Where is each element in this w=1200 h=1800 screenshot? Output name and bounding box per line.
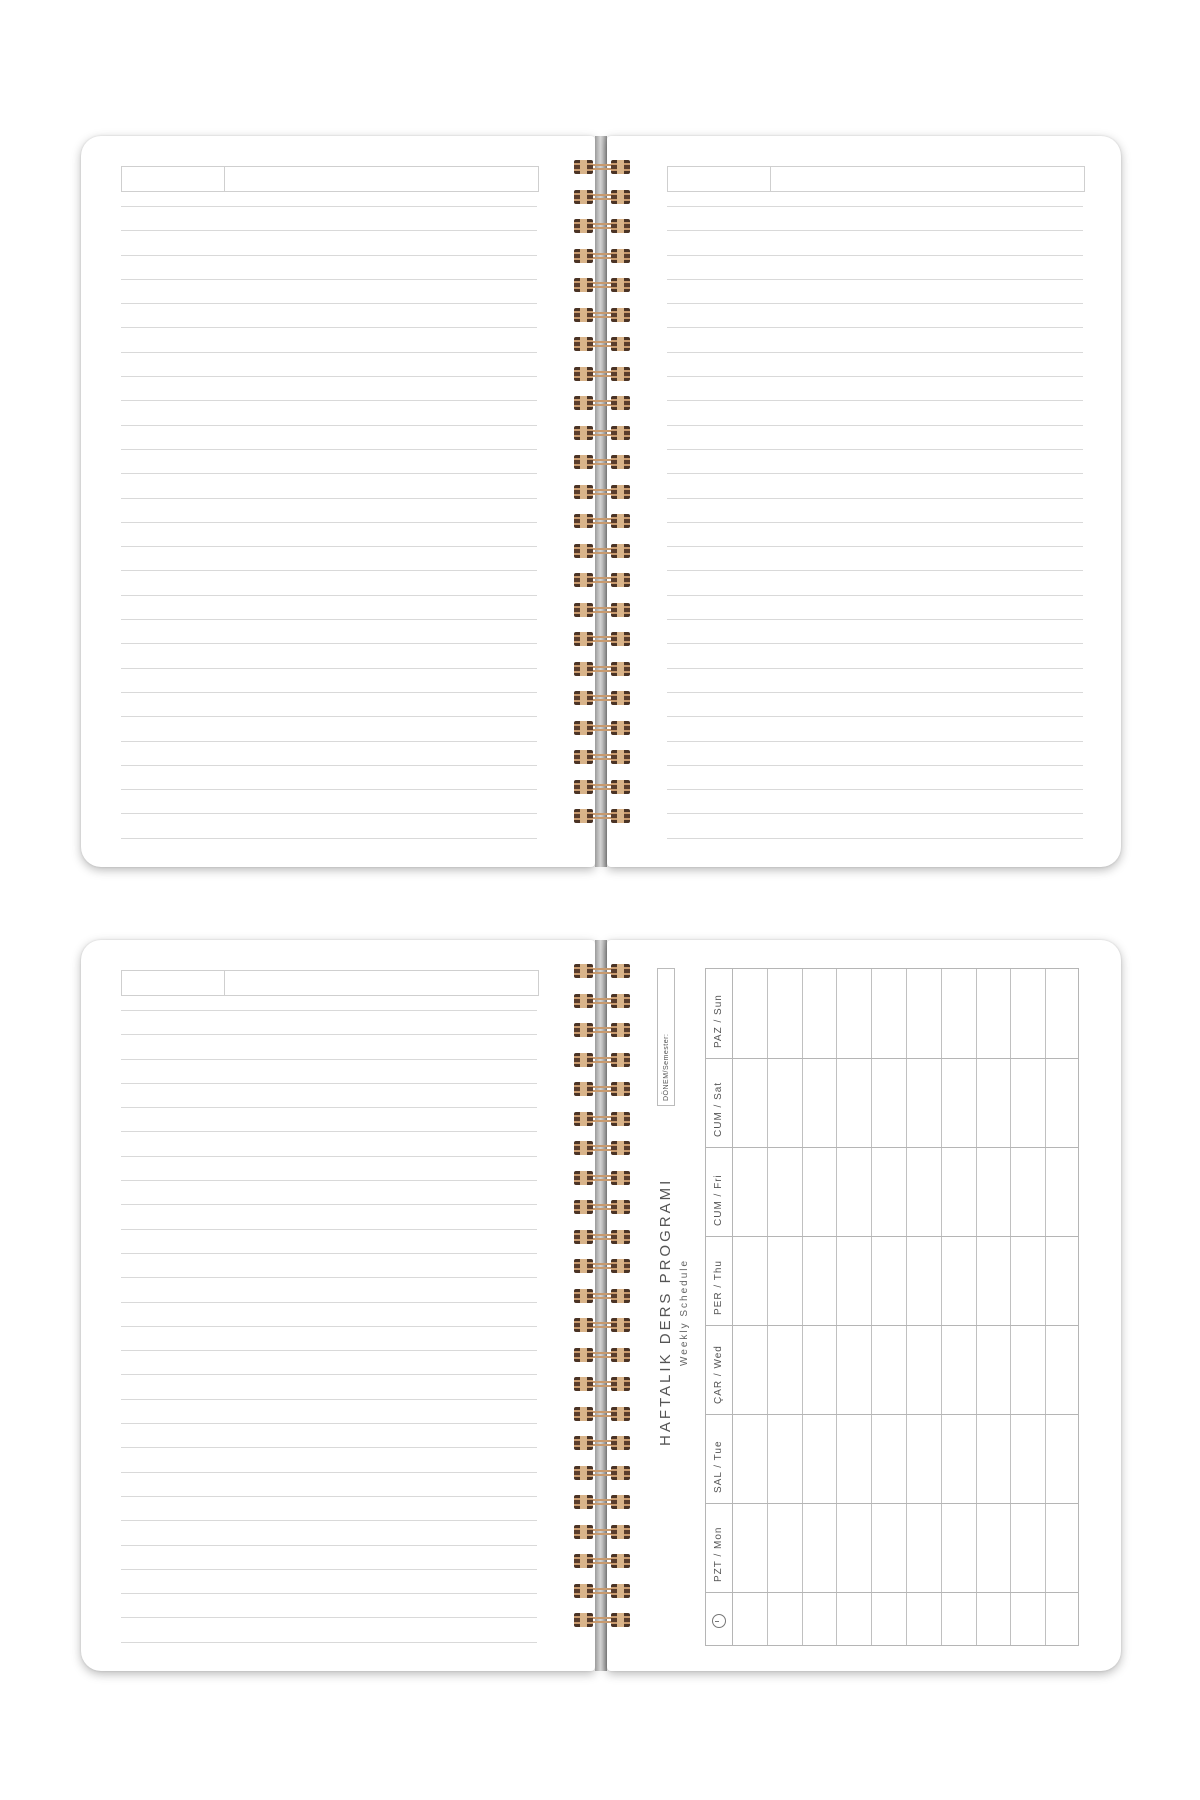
ruled-line bbox=[667, 838, 1083, 839]
spiral-coil bbox=[574, 1584, 630, 1598]
schedule-rotated bbox=[657, 966, 1082, 1646]
ruled-line bbox=[667, 449, 1083, 450]
ruled-line bbox=[121, 619, 537, 620]
ruled-line bbox=[121, 1131, 537, 1132]
ruled-line bbox=[121, 303, 537, 304]
ruled-line bbox=[121, 1010, 537, 1011]
schedule-row-line bbox=[1045, 969, 1046, 1645]
spiral-coil bbox=[574, 750, 630, 764]
ruled-line bbox=[121, 1593, 537, 1594]
ruled-line bbox=[121, 376, 537, 377]
schedule-column-line bbox=[706, 1147, 1078, 1148]
schedule-row-line bbox=[976, 969, 977, 1645]
spiral-coil bbox=[574, 1466, 630, 1480]
ruled-line bbox=[667, 619, 1083, 620]
ruled-line bbox=[121, 1350, 537, 1351]
spiral-coil bbox=[574, 603, 630, 617]
notebook-spread-top bbox=[81, 136, 1121, 867]
schedule-area bbox=[657, 966, 1082, 1646]
ruled-line bbox=[667, 206, 1083, 207]
spiral-coil bbox=[574, 1259, 630, 1273]
ruled-line bbox=[667, 327, 1083, 328]
schedule-column-line bbox=[706, 1325, 1078, 1326]
ruled-line bbox=[667, 668, 1083, 669]
spiral-coil bbox=[574, 544, 630, 558]
ruled-line bbox=[121, 400, 537, 401]
ruled-line bbox=[121, 813, 537, 814]
schedule-row-line bbox=[1010, 969, 1011, 1645]
clock-icon bbox=[712, 1614, 726, 1628]
schedule-row-line bbox=[802, 969, 803, 1645]
ruled-line bbox=[121, 1399, 537, 1400]
spiral-coil bbox=[574, 1377, 630, 1391]
schedule-title: HAFTALIK DERS PROGRAMI bbox=[657, 1177, 674, 1446]
ruled-line bbox=[121, 1253, 537, 1254]
lined-page-left bbox=[81, 136, 595, 867]
ruled-line bbox=[121, 668, 537, 669]
ruled-line bbox=[121, 449, 537, 450]
spiral-coil bbox=[574, 1112, 630, 1126]
spiral-coil bbox=[574, 426, 630, 440]
ruled-line bbox=[121, 1034, 537, 1035]
spiral-coil bbox=[574, 514, 630, 528]
schedule-column-line bbox=[706, 1236, 1078, 1237]
spiral-coil bbox=[574, 809, 630, 823]
spiral-coil bbox=[574, 1082, 630, 1096]
ruled-line bbox=[121, 279, 537, 280]
spiral-coil bbox=[574, 367, 630, 381]
ruled-line bbox=[121, 1059, 537, 1060]
ruled-line bbox=[121, 206, 537, 207]
ruled-lines bbox=[121, 206, 537, 862]
page-header-box bbox=[667, 166, 1085, 192]
spiral-coil bbox=[574, 1436, 630, 1450]
schedule-row-line bbox=[836, 969, 837, 1645]
spiral-coil bbox=[574, 1613, 630, 1627]
ruled-line bbox=[667, 595, 1083, 596]
ruled-line bbox=[121, 1569, 537, 1570]
ruled-lines bbox=[667, 206, 1083, 862]
spiral-coil bbox=[574, 1053, 630, 1067]
ruled-line bbox=[121, 1302, 537, 1303]
ruled-line bbox=[121, 692, 537, 693]
ruled-lines bbox=[121, 1010, 537, 1666]
spiral-coil bbox=[574, 337, 630, 351]
schedule-row-line bbox=[906, 969, 907, 1645]
spiral-coil bbox=[574, 485, 630, 499]
ruled-line bbox=[121, 327, 537, 328]
spiral-coil bbox=[574, 994, 630, 1008]
spiral-coil bbox=[574, 1348, 630, 1362]
ruled-line bbox=[121, 255, 537, 256]
ruled-line bbox=[121, 643, 537, 644]
spiral-coil bbox=[574, 190, 630, 204]
ruled-line bbox=[121, 1083, 537, 1084]
ruled-line bbox=[667, 570, 1083, 571]
ruled-line bbox=[121, 765, 537, 766]
spiral-coil bbox=[574, 721, 630, 735]
ruled-line bbox=[667, 716, 1083, 717]
ruled-line bbox=[667, 303, 1083, 304]
ruled-line bbox=[667, 765, 1083, 766]
ruled-line bbox=[121, 473, 537, 474]
spiral-coil bbox=[574, 1554, 630, 1568]
time-header-cell bbox=[706, 1593, 732, 1645]
schedule-column-line bbox=[706, 1592, 1078, 1593]
page-header-box bbox=[121, 970, 539, 996]
spiral-coil bbox=[574, 1023, 630, 1037]
ruled-line bbox=[121, 1520, 537, 1521]
spiral-coil bbox=[574, 219, 630, 233]
ruled-line bbox=[121, 741, 537, 742]
schedule-column-line bbox=[706, 1503, 1078, 1504]
ruled-line bbox=[667, 789, 1083, 790]
ruled-line bbox=[667, 813, 1083, 814]
ruled-line bbox=[121, 1326, 537, 1327]
spiral-coil bbox=[574, 1289, 630, 1303]
ruled-line bbox=[121, 230, 537, 231]
ruled-line bbox=[667, 376, 1083, 377]
schedule-grid bbox=[705, 968, 1079, 1646]
ruled-line bbox=[667, 352, 1083, 353]
spiral-coil bbox=[574, 662, 630, 676]
lined-page-right bbox=[607, 136, 1121, 867]
schedule-subtitle: Weekly Schedule bbox=[679, 1258, 690, 1366]
schedule-column-line bbox=[706, 1058, 1078, 1059]
lined-page-left bbox=[81, 940, 595, 1671]
day-header-sat: CUM / Sat bbox=[706, 1059, 732, 1148]
ruled-line bbox=[121, 546, 537, 547]
ruled-line bbox=[667, 279, 1083, 280]
ruled-line bbox=[667, 546, 1083, 547]
schedule-row-line bbox=[941, 969, 942, 1645]
spiral-coil bbox=[574, 964, 630, 978]
spiral-coil bbox=[574, 632, 630, 646]
ruled-line bbox=[667, 230, 1083, 231]
schedule-row-line bbox=[871, 969, 872, 1645]
weekly-schedule-page bbox=[607, 940, 1121, 1671]
ruled-line bbox=[121, 595, 537, 596]
ruled-line bbox=[121, 1423, 537, 1424]
spiral-coil bbox=[574, 573, 630, 587]
semester-field[interactable]: DÖNEM/Semester: bbox=[657, 968, 675, 1106]
page-header-box bbox=[121, 166, 539, 192]
spiral-coil bbox=[574, 455, 630, 469]
schedule-column-line bbox=[706, 1414, 1078, 1415]
ruled-line bbox=[121, 1447, 537, 1448]
day-header-wed: ÇAR / Wed bbox=[706, 1326, 732, 1415]
ruled-line bbox=[121, 1204, 537, 1205]
spiral-coil bbox=[574, 278, 630, 292]
ruled-line bbox=[121, 1229, 537, 1230]
ruled-line bbox=[667, 400, 1083, 401]
spiral-coil bbox=[574, 1230, 630, 1244]
ruled-line bbox=[121, 352, 537, 353]
spiral-coil bbox=[574, 1495, 630, 1509]
ruled-line bbox=[121, 425, 537, 426]
notebook-spread-bottom bbox=[81, 940, 1121, 1671]
day-header-fri: CUM / Fri bbox=[706, 1148, 732, 1237]
ruled-line bbox=[121, 1156, 537, 1157]
ruled-line bbox=[121, 1472, 537, 1473]
spiral-coil bbox=[574, 396, 630, 410]
ruled-line bbox=[121, 1496, 537, 1497]
day-header-tue: SAL / Tue bbox=[706, 1415, 732, 1504]
ruled-line bbox=[121, 522, 537, 523]
ruled-line bbox=[667, 255, 1083, 256]
ruled-line bbox=[667, 692, 1083, 693]
ruled-line bbox=[121, 838, 537, 839]
ruled-line bbox=[667, 522, 1083, 523]
ruled-line bbox=[121, 1642, 537, 1643]
day-header-sun: PAZ / Sun bbox=[706, 967, 732, 1059]
spiral-coil bbox=[574, 691, 630, 705]
ruled-line bbox=[121, 1617, 537, 1618]
ruled-line bbox=[121, 1374, 537, 1375]
schedule-header-row bbox=[706, 969, 733, 1645]
spiral-coil bbox=[574, 249, 630, 263]
ruled-line bbox=[121, 789, 537, 790]
day-header-mon: PZT / Mon bbox=[706, 1504, 732, 1593]
ruled-line bbox=[667, 643, 1083, 644]
ruled-line bbox=[121, 716, 537, 717]
ruled-line bbox=[667, 425, 1083, 426]
spiral-coil bbox=[574, 1525, 630, 1539]
ruled-line bbox=[121, 1180, 537, 1181]
ruled-line bbox=[121, 1545, 537, 1546]
spiral-coil bbox=[574, 160, 630, 174]
day-header-thu: PER / Thu bbox=[706, 1237, 732, 1326]
ruled-line bbox=[121, 498, 537, 499]
spiral-coil bbox=[574, 1318, 630, 1332]
ruled-line bbox=[121, 1107, 537, 1108]
ruled-line bbox=[667, 498, 1083, 499]
ruled-line bbox=[667, 473, 1083, 474]
ruled-line bbox=[121, 1277, 537, 1278]
ruled-line bbox=[121, 570, 537, 571]
spiral-coil bbox=[574, 1141, 630, 1155]
spiral-coil bbox=[574, 308, 630, 322]
schedule-row-line bbox=[767, 969, 768, 1645]
spiral-coil bbox=[574, 1200, 630, 1214]
ruled-line bbox=[667, 741, 1083, 742]
spiral-coil bbox=[574, 1407, 630, 1421]
spiral-coil bbox=[574, 1171, 630, 1185]
spiral-coil bbox=[574, 780, 630, 794]
